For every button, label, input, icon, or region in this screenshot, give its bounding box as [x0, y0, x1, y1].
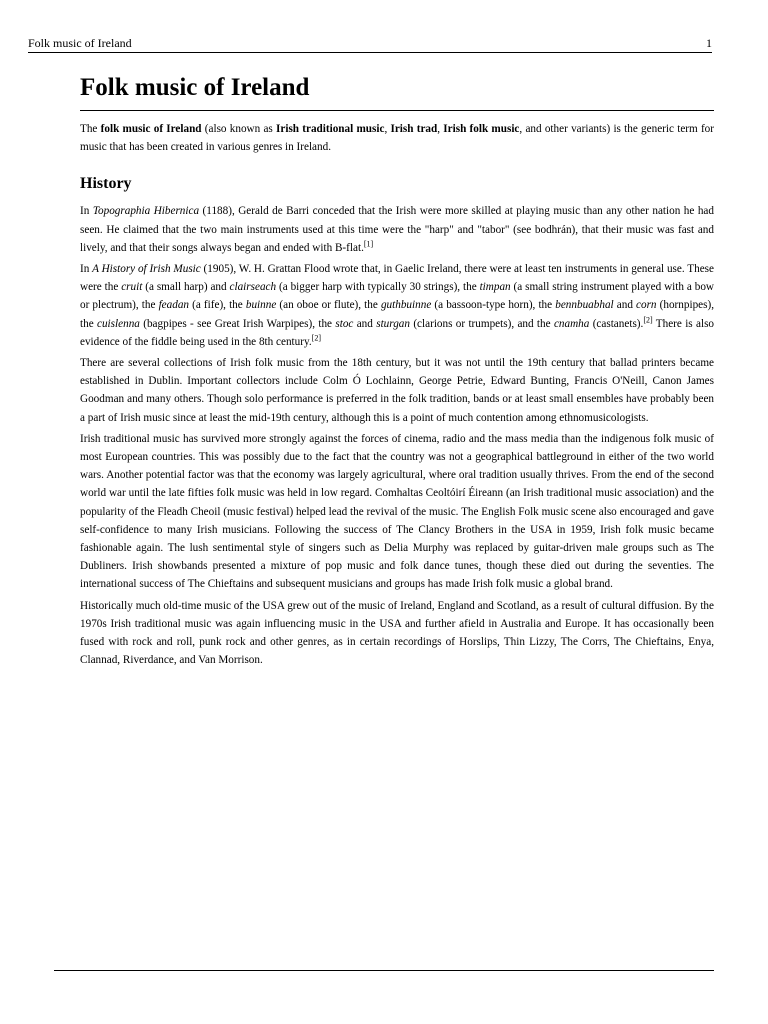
- text-run: (1905), W. H. Grattan Flood wrote that, in Gaelic Ireland, there were at least ten instruments in general use. These were the: [80, 263, 714, 294]
- text-run: and: [353, 317, 377, 330]
- italic-term: bennbuabhal: [555, 299, 614, 312]
- text-run: Irish traditional music has survived more strongly against the forces of cinema, radio and the mass media than the indigenous folk music of most European countries. This was possibly due to the fact that the country was not a geographical battleground in either of the two world wars. Another potential factor was that the economy was largely agricultural, where oral tradition usually thrives. From the end of the second world war until the late fifties folk music was held in low regard. Comhaltas Ceoltóirí Éireann (an Irish traditional music association) and the popularity of the Fleadh Cheoil (music festival) helped lead the revival of the music. The English Folk music scene also encouraged and gave self-confidence to many Irish musicians. Following the success of The Clancy Brothers in the USA in 1959, Irish folk music became fashionable again. The lush sentimental style of singers such as Delia Murphy was replaced by guitar-driven male groups such as The Dubliners. Irish showbands presented a mixture of pop music and folk dance tunes, though these died out during the seventies. The international success of The Chieftains and subsequent musicians and groups has made Irish folk music a global brand.: [80, 432, 714, 591]
- italic-term: guthbuinne: [380, 299, 432, 312]
- italic-term: buinne: [245, 299, 277, 312]
- citation-ref[interactable]: [2]: [311, 333, 321, 343]
- text-run: There are several collections of Irish folk music from the 18th century, but it was not until the 19th century that ballad printers became established in Dublin. Important collectors include Colm Ó Lochlainn, George Petrie, Edward Bunting, Francis O'Neill, Canon James Goodman and many others. Though solo performance is preferred in the folk tradition, bands or at least small ensembles have probably been a part of Irish music since at least the mid-19th century, although this is a point of much contention among ethnomusicologists.: [80, 357, 714, 424]
- text-run: In: [80, 263, 93, 276]
- history-paragraph: [80, 260, 714, 351]
- text-run: (also known as: [201, 123, 277, 135]
- bold-term: Irish trad: [390, 123, 438, 135]
- italic-term: stoc: [335, 317, 354, 330]
- italic-term: corn: [636, 299, 657, 312]
- text-run: (a bigger harp with typically 30 strings), the: [276, 281, 480, 294]
- text-run: (1188), Gerald de Barri conceded that the Irish were more skilled at playing music than any other nation he had seen. He claimed that the two main instruments used at this time were the "harp" and "tabor" (see bodhrán), that their music was fast and lively, and that their songs always began and ended with B-flat.: [80, 205, 714, 254]
- text-run: In: [80, 205, 93, 218]
- text-run: ,: [384, 123, 391, 135]
- bold-term: Irish traditional music: [276, 123, 385, 135]
- lead-paragraph: [80, 120, 714, 156]
- history-paragraph: [80, 354, 714, 427]
- text-run: (a bassoon-type horn), the: [431, 299, 556, 312]
- running-header-title: Folk music of Ireland: [28, 36, 132, 50]
- text-run: (an oboe or flute), the: [276, 299, 381, 312]
- running-header: [28, 36, 712, 53]
- footer-rule: [54, 970, 714, 971]
- text-run: Historically much old-time music of the USA grew out of the music of Ireland, England and Scotland, as a result of cultural diffusion. By the 1970s Irish traditional music was again influencing music in the USA and further afield in Australia and Europe. It has occasionally been fused with rock and roll, punk rock and other genres, as in certain recordings of Horslips, Thin Lizzy, The Corrs, The Chieftains, Enya, Clannad, Riverdance, and Van Morrison.: [80, 599, 714, 667]
- text-run: (a small string instrument played with a bow or plectrum), the: [80, 281, 714, 312]
- text-run: (bagpipes - see Great Irish Warpipes), the: [139, 317, 336, 330]
- section-heading-history: History: [80, 175, 132, 193]
- italic-term: sturgan: [376, 317, 410, 330]
- bold-term: Irish folk music: [443, 123, 520, 135]
- citation-ref[interactable]: [2]: [643, 314, 653, 324]
- text-run: (a small harp) and: [142, 281, 230, 294]
- bold-term: folk music of Ireland: [100, 123, 202, 135]
- text-run: (clarions or trumpets), and the: [410, 317, 554, 330]
- article-title: Folk music of Ireland: [80, 72, 714, 111]
- text-run: , and other variants) is the generic term for music that has been created in various genres in Ireland.: [80, 123, 715, 154]
- text-run: (hornpipes), the: [80, 299, 715, 330]
- text-run: ,: [437, 123, 444, 135]
- italic-term: Topographia Hibernica: [92, 205, 200, 218]
- text-run: (castanets).: [589, 317, 644, 330]
- history-paragraph: [80, 202, 714, 257]
- italic-term: feadan: [158, 299, 190, 312]
- italic-term: clairseach: [229, 281, 277, 294]
- text-run: There is also evidence of the fiddle being used in the 8th century.: [80, 317, 715, 348]
- history-paragraph: [80, 430, 714, 594]
- text-run: and: [613, 299, 637, 312]
- citation-ref[interactable]: [1]: [363, 239, 374, 249]
- italic-term: cuislenna: [97, 317, 140, 330]
- italic-term: timpan: [479, 281, 511, 294]
- italic-term: cruit: [121, 281, 143, 294]
- page-number: 1: [706, 36, 712, 50]
- italic-term: cnamha: [553, 317, 590, 330]
- article: [80, 72, 714, 672]
- text-run: The: [80, 123, 101, 135]
- italic-term: A History of Irish Music: [92, 263, 201, 276]
- history-paragraph: [80, 597, 714, 670]
- text-run: (a fife), the: [189, 299, 246, 312]
